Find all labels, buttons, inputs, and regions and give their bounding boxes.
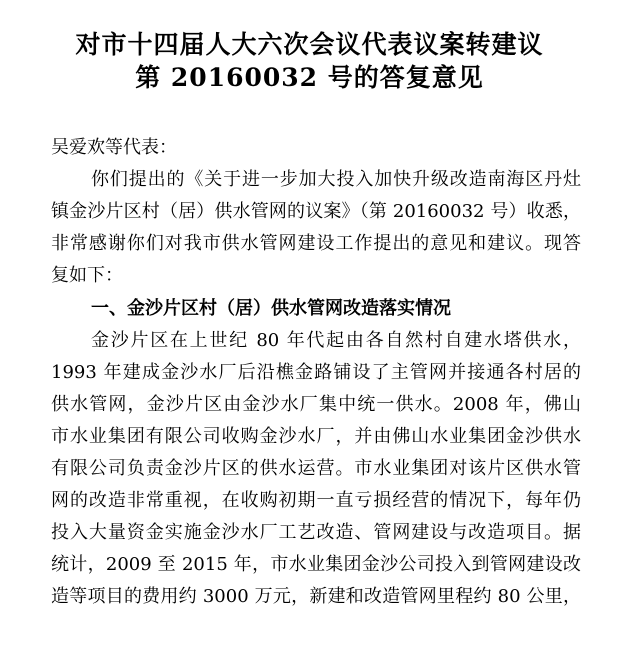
document-title-line-1: 对市十四届人大六次会议代表议案转建议	[75, 30, 544, 59]
intro-line: 镇金沙片区村（居）供水管网的议案》（第 20160032 号）收悉，	[51, 201, 581, 222]
body-line: 金沙片区在上世纪 80 年代起由各自然村自建水塔供水，	[91, 330, 581, 351]
intro-line: 复如下：	[51, 265, 123, 286]
intro-line: 非常感谢你们对我市供水管网建设工作提出的意见和建议。现答	[51, 233, 581, 254]
body-line: 1993 年建成金沙水厂后沿樵金路铺设了主管网并接通各村居的	[51, 362, 581, 383]
body-line: 统计，2009 至 2015 年，市水业集团金沙公司投入到管网建设改	[51, 554, 581, 575]
body-line: 供水管网，金沙片区由金沙水厂集中统一供水。2008 年，佛山	[51, 394, 581, 415]
intro-line: 你们提出的《关于进一步加大投入加快升级改造南海区丹灶	[91, 169, 581, 190]
section-heading: 一、金沙片区村（居）供水管网改造落实情况	[91, 298, 451, 319]
body-line: 投入大量资金实施金沙水厂工艺改造、管网建设与改造项目。据	[51, 522, 581, 543]
body-line: 有限公司负责金沙片区的供水运营。市水业集团对该片区供水管	[51, 458, 581, 479]
body-line: 造等项目的费用约 3000 万元，新建和改造管网里程约 80 公里，	[51, 586, 581, 607]
body-line: 网的改造非常重视，在收购初期一直亏损经营的情况下，每年仍	[51, 490, 581, 511]
salutation: 吴爱欢等代表：	[51, 137, 177, 158]
body-line: 市水业集团有限公司收购金沙水厂，并由佛山水业集团金沙供水	[51, 426, 581, 447]
document-title-line-2: 第 20160032 号的答复意见	[135, 63, 484, 92]
